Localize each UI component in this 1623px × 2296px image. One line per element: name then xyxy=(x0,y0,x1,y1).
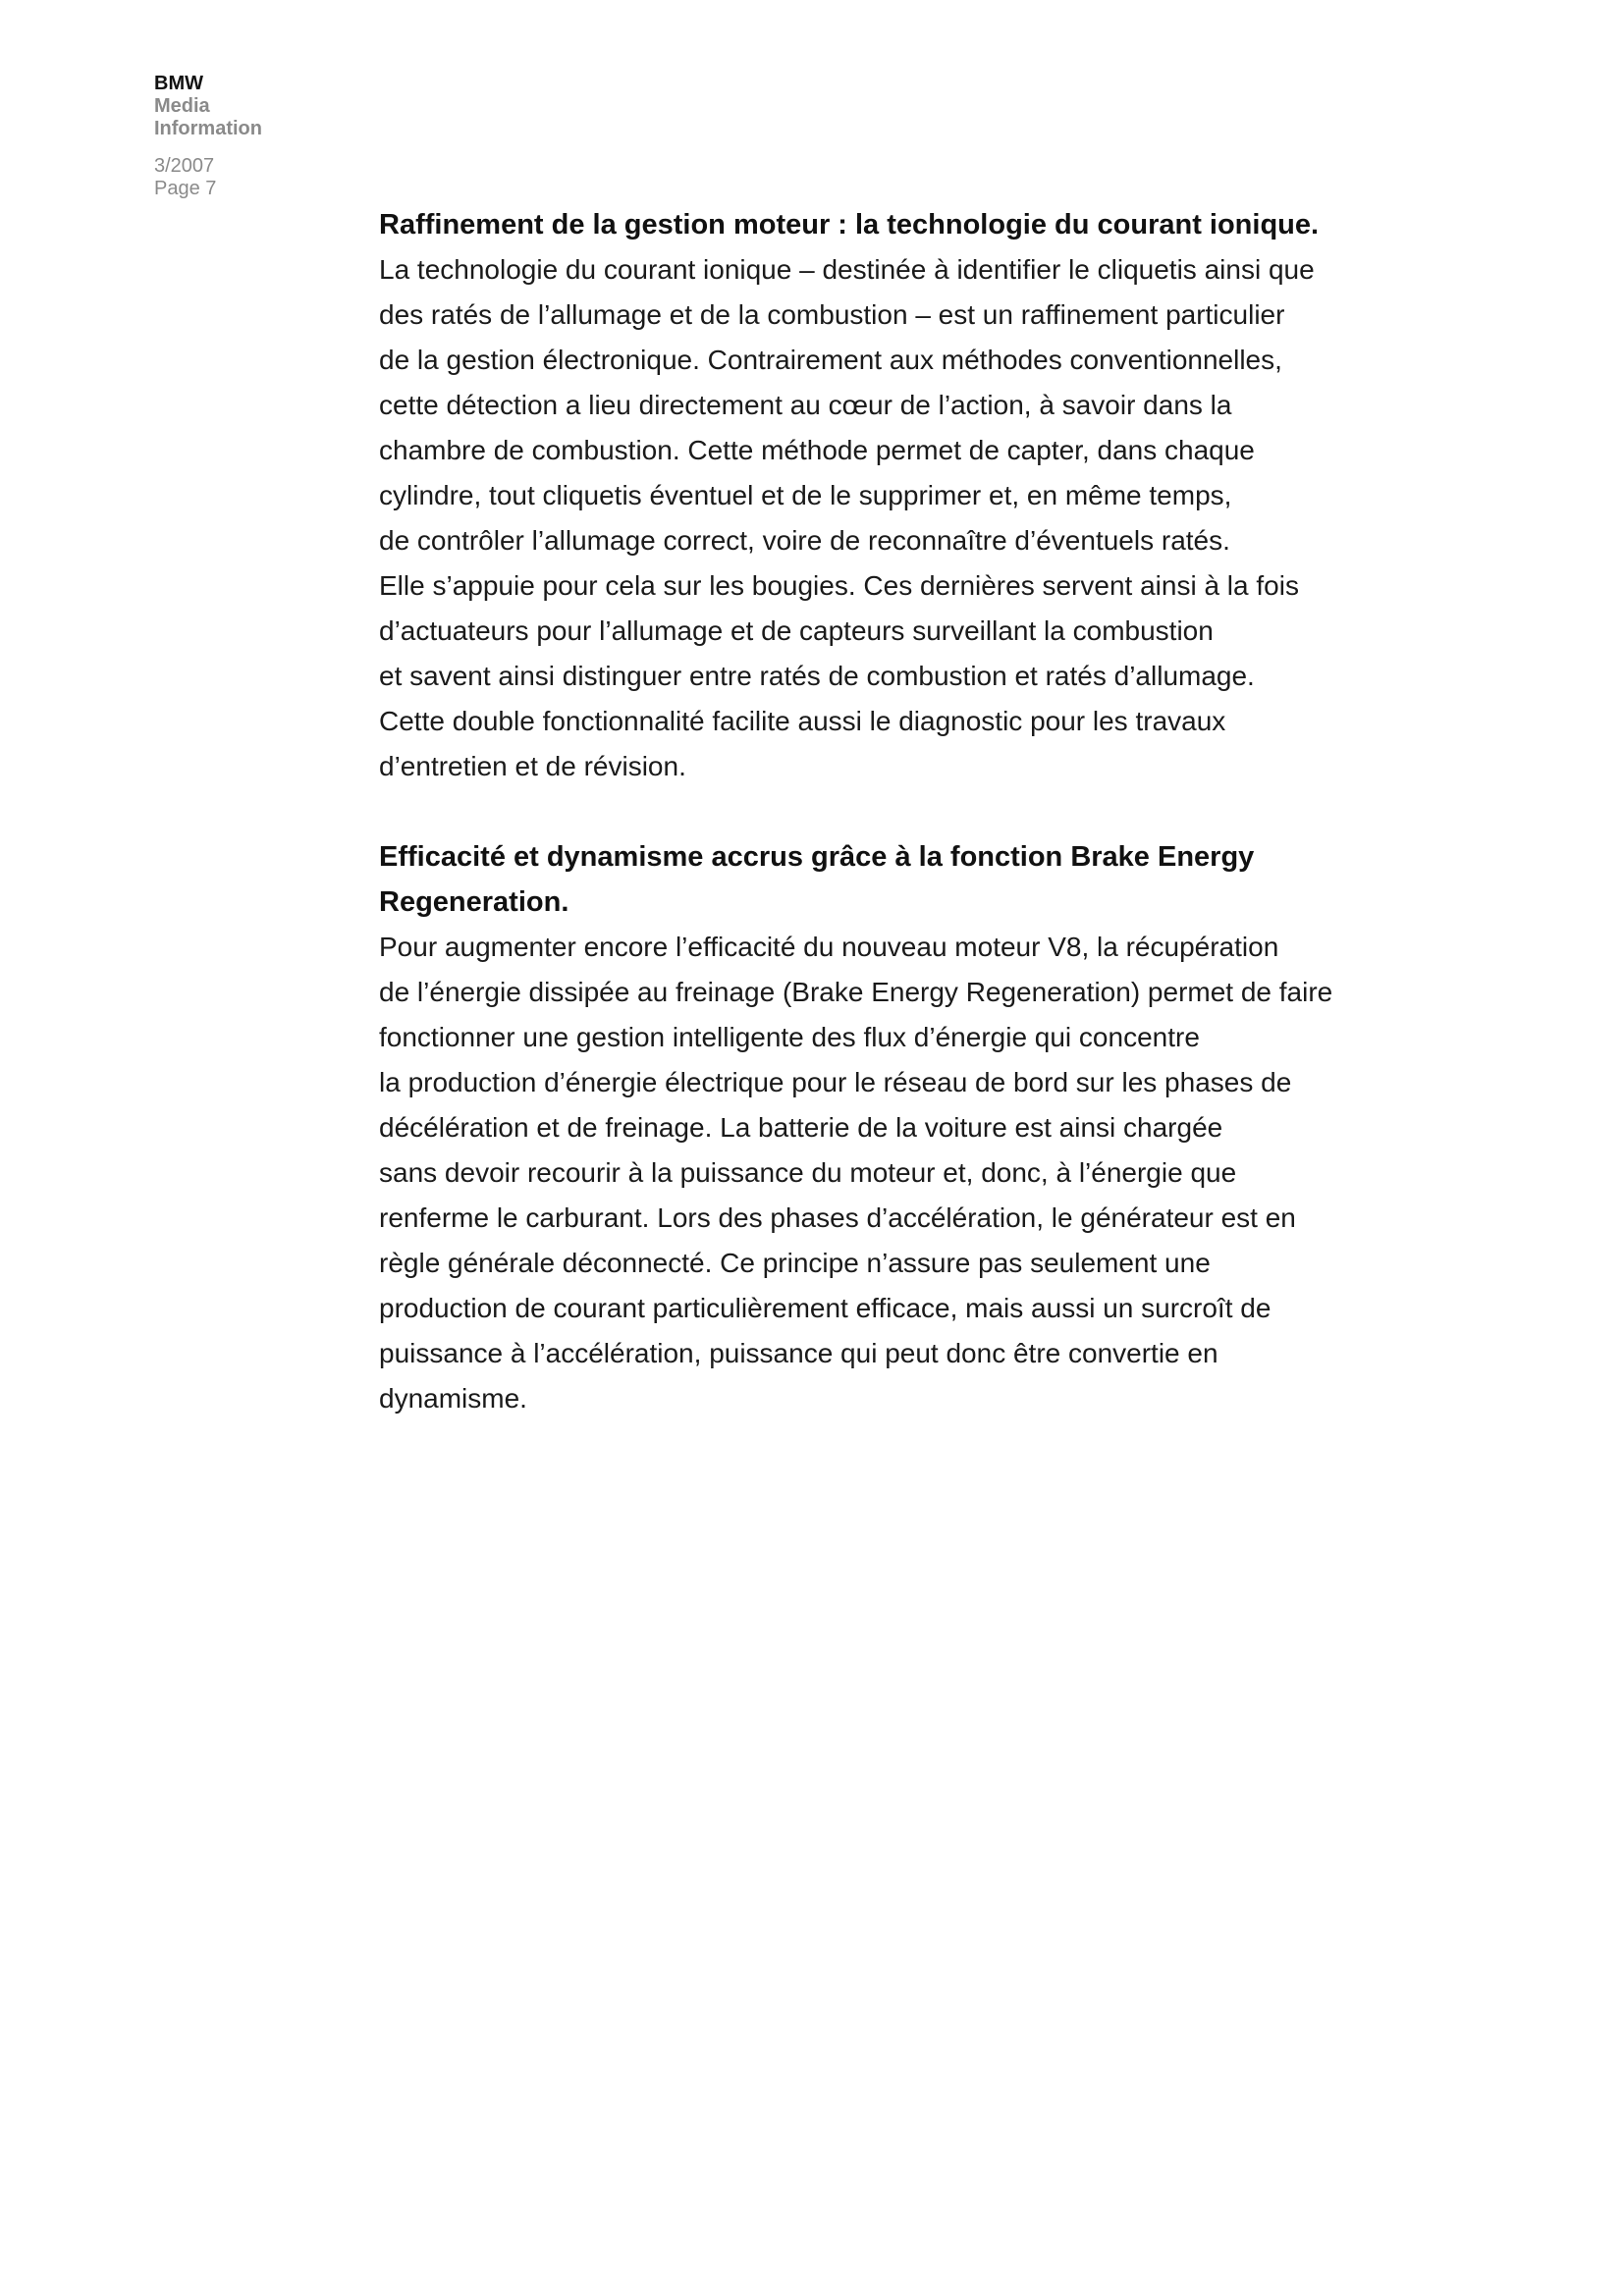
paragraph-line: la production d’énergie électrique pour le réseau de bord sur les phases de xyxy=(379,1067,1292,1097)
heading-line: Raffinement de la gestion moteur : la technologie du courant ionique. xyxy=(379,209,1320,240)
page-number: Page 7 xyxy=(154,178,217,199)
paragraph-line: renferme le carburant. Lors des phases d’accélération, le générateur est en xyxy=(379,1202,1296,1233)
section-heading xyxy=(379,834,1410,925)
document-date: 3/2007 xyxy=(154,155,215,177)
document-meta xyxy=(154,155,351,200)
section-heading xyxy=(379,202,1410,247)
paragraph-line: de contrôler l’allumage correct, voire de reconnaître d’éventuels ratés. xyxy=(379,525,1230,556)
brand-subtitle-information: Information xyxy=(154,118,262,139)
paragraph-line: des ratés de l’allumage et de la combustion – est un raffinement particulier xyxy=(379,299,1285,330)
document-body xyxy=(379,202,1410,1467)
paragraph-line: d’actuateurs pour l’allumage et de capteurs surveillant la combustion xyxy=(379,615,1214,646)
heading-line: Efficacité et dynamisme accrus grâce à la fonction Brake Energy xyxy=(379,841,1255,873)
paragraph-line: Elle s’appuie pour cela sur les bougies. Ces dernières servent ainsi à la fois xyxy=(379,570,1299,601)
paragraph-line: La technologie du courant ionique – destinée à identifier le cliquetis ainsi que xyxy=(379,254,1315,285)
paragraph-line: sans devoir recourir à la puissance du moteur et, donc, à l’énergie que xyxy=(379,1157,1237,1188)
paragraph-line: Pour augmenter encore l’efficacité du nouveau moteur V8, la récupération xyxy=(379,932,1279,962)
brand-name: BMW xyxy=(154,73,203,94)
paragraph-line: de la gestion électronique. Contrairement aux méthodes conventionnelles, xyxy=(379,345,1282,375)
paragraph-line: fonctionner une gestion intelligente des flux d’énergie qui concentre xyxy=(379,1022,1200,1052)
section-paragraph xyxy=(379,925,1410,1421)
section-brake-energy-regeneration xyxy=(379,834,1410,1421)
paragraph-line: cylindre, tout cliquetis éventuel et de le supprimer et, en même temps, xyxy=(379,480,1232,510)
paragraph-line: Cette double fonctionnalité facilite aussi le diagnostic pour les travaux xyxy=(379,706,1226,736)
brand-subtitle-media: Media xyxy=(154,95,210,117)
paragraph-line: de l’énergie dissipée au freinage (Brake Energy Regeneration) permet de faire xyxy=(379,977,1333,1007)
paragraph-line: d’entretien et de révision. xyxy=(379,751,686,781)
paragraph-line: cette détection a lieu directement au cœur de l’action, à savoir dans la xyxy=(379,390,1232,420)
paragraph-line: et savent ainsi distinguer entre ratés de combustion et ratés d’allumage. xyxy=(379,661,1255,691)
section-ion-current xyxy=(379,202,1410,789)
paragraph-line: production de courant particulièrement efficace, mais aussi un surcroît de xyxy=(379,1293,1271,1323)
paragraph-line: puissance à l’accélération, puissance qui peut donc être convertie en xyxy=(379,1338,1218,1368)
heading-line: Regeneration. xyxy=(379,886,569,918)
document-header xyxy=(154,73,351,200)
paragraph-line: dynamisme. xyxy=(379,1383,527,1414)
paragraph-line: règle générale déconnecté. Ce principe n’assure pas seulement une xyxy=(379,1248,1211,1278)
paragraph-line: décélération et de freinage. La batterie de la voiture est ainsi chargée xyxy=(379,1112,1223,1143)
section-paragraph xyxy=(379,247,1410,789)
paragraph-line: chambre de combustion. Cette méthode permet de capter, dans chaque xyxy=(379,435,1255,465)
